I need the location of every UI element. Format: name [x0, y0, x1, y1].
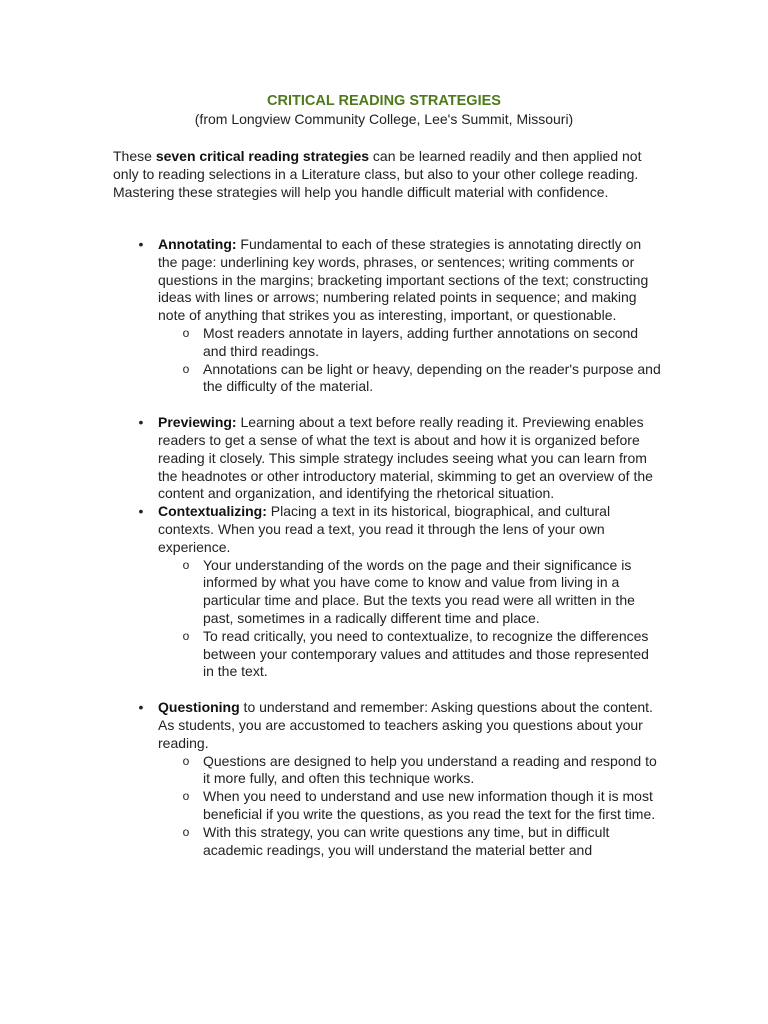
sub-bullet-icon: o	[182, 824, 190, 839]
sub-point-text: To read critically, you need to contextualize, to recognize the differences between your contemporary values and attitudes and those represented in the text.	[203, 627, 649, 680]
strategy-list	[0, 236, 768, 859]
sub-point	[182, 360, 663, 397]
sub-bullet-icon: o	[182, 325, 190, 340]
strategy-term: Previewing:	[158, 414, 237, 431]
document-title: CRITICAL READING STRATEGIES	[267, 93, 501, 109]
sub-point	[182, 788, 663, 824]
bullet-icon: •	[138, 699, 144, 716]
sub-point-text: Your understanding of the words on the page and their significance is informed by what you have come to know and value from living in a particular time and place. But the texts you read were all written in the past, sometimes in a radically different time and place.	[203, 556, 635, 626]
sub-point-text: With this strategy, you can write questions any time, but in difficult academic readings, you will understand the material better and	[203, 823, 610, 858]
sub-point	[182, 627, 663, 681]
strategy-term: Contextualizing:	[158, 503, 267, 520]
strategy-text: to understand and remember: Asking questions about the content. As students, you are accustomed to teachers asking you questions about your reading.	[158, 699, 653, 751]
sub-bullet-icon: o	[182, 361, 190, 376]
sub-point-text: Questions are designed to help you understand a reading and respond to it more fully, and often this technique works.	[203, 752, 657, 787]
sub-point-text: Most readers annotate in layers, adding further annotations on second and third readings.	[203, 324, 639, 359]
bullet-icon: •	[138, 236, 144, 252]
strategy-text: Fundamental to each of these strategies is annotating directly on the page: underlining key words, phrases, or sentences; writing comments or questions in the margins; bracketing important sections of the text; constructing ideas with lines or arrows; numbering related points in sequence; and making note of anything that strikes you as interesting, important, or questionable.	[158, 236, 649, 324]
sub-bullet-icon: o	[182, 557, 190, 572]
strategy-text: Placing a text in its historical, biographical, and cultural contexts. When you read a text, you read it through the lens of your own experience.	[158, 503, 611, 555]
intro-text-before: These	[113, 148, 156, 164]
intro-text-after: can be learned readily and then applied not only to reading selections in a Literature class, but also to your other college reading. Mastering these strategies will help you handle difficult material with confidence.	[113, 148, 642, 200]
intro-text-bold: seven critical reading strategies	[155, 148, 370, 164]
sub-point	[182, 324, 663, 361]
sub-point	[182, 556, 663, 628]
strategy-contextualizing	[138, 503, 658, 681]
strategy-previewing	[138, 414, 658, 503]
bullet-icon: •	[138, 414, 144, 431]
strategy-text: Learning about a text before really reading it. Previewing enables readers to get a sense of what the text is about and how it is organized before reading it closely. This simple strategy includes seeing what you can learn from the headnotes or other introductory material, skimming to get an overview of the content and organization, and identifying the rhetorical situation.	[158, 414, 653, 502]
intro-paragraph	[113, 148, 653, 201]
bullet-icon: •	[138, 503, 144, 520]
sub-bullet-icon: o	[182, 789, 190, 804]
sub-bullet-icon: o	[182, 628, 190, 643]
strategy-annotating	[138, 236, 661, 396]
sub-point	[182, 823, 663, 860]
strategy-questioning	[138, 699, 658, 859]
strategy-term: Questioning	[158, 699, 240, 716]
sub-point-text: When you need to understand and use new information though it is most beneficial if you write the questions, as you read the text for the first time.	[203, 788, 656, 822]
sub-point-text: Annotations can be light or heavy, depending on the reader's purpose and the difficulty of the material.	[203, 360, 661, 395]
strategy-term: Annotating:	[158, 236, 237, 252]
sub-bullet-icon: o	[182, 753, 190, 768]
document-subtitle: (from Longview Community College, Lee's Summit, Missouri)	[194, 111, 574, 127]
sub-point	[182, 752, 663, 789]
